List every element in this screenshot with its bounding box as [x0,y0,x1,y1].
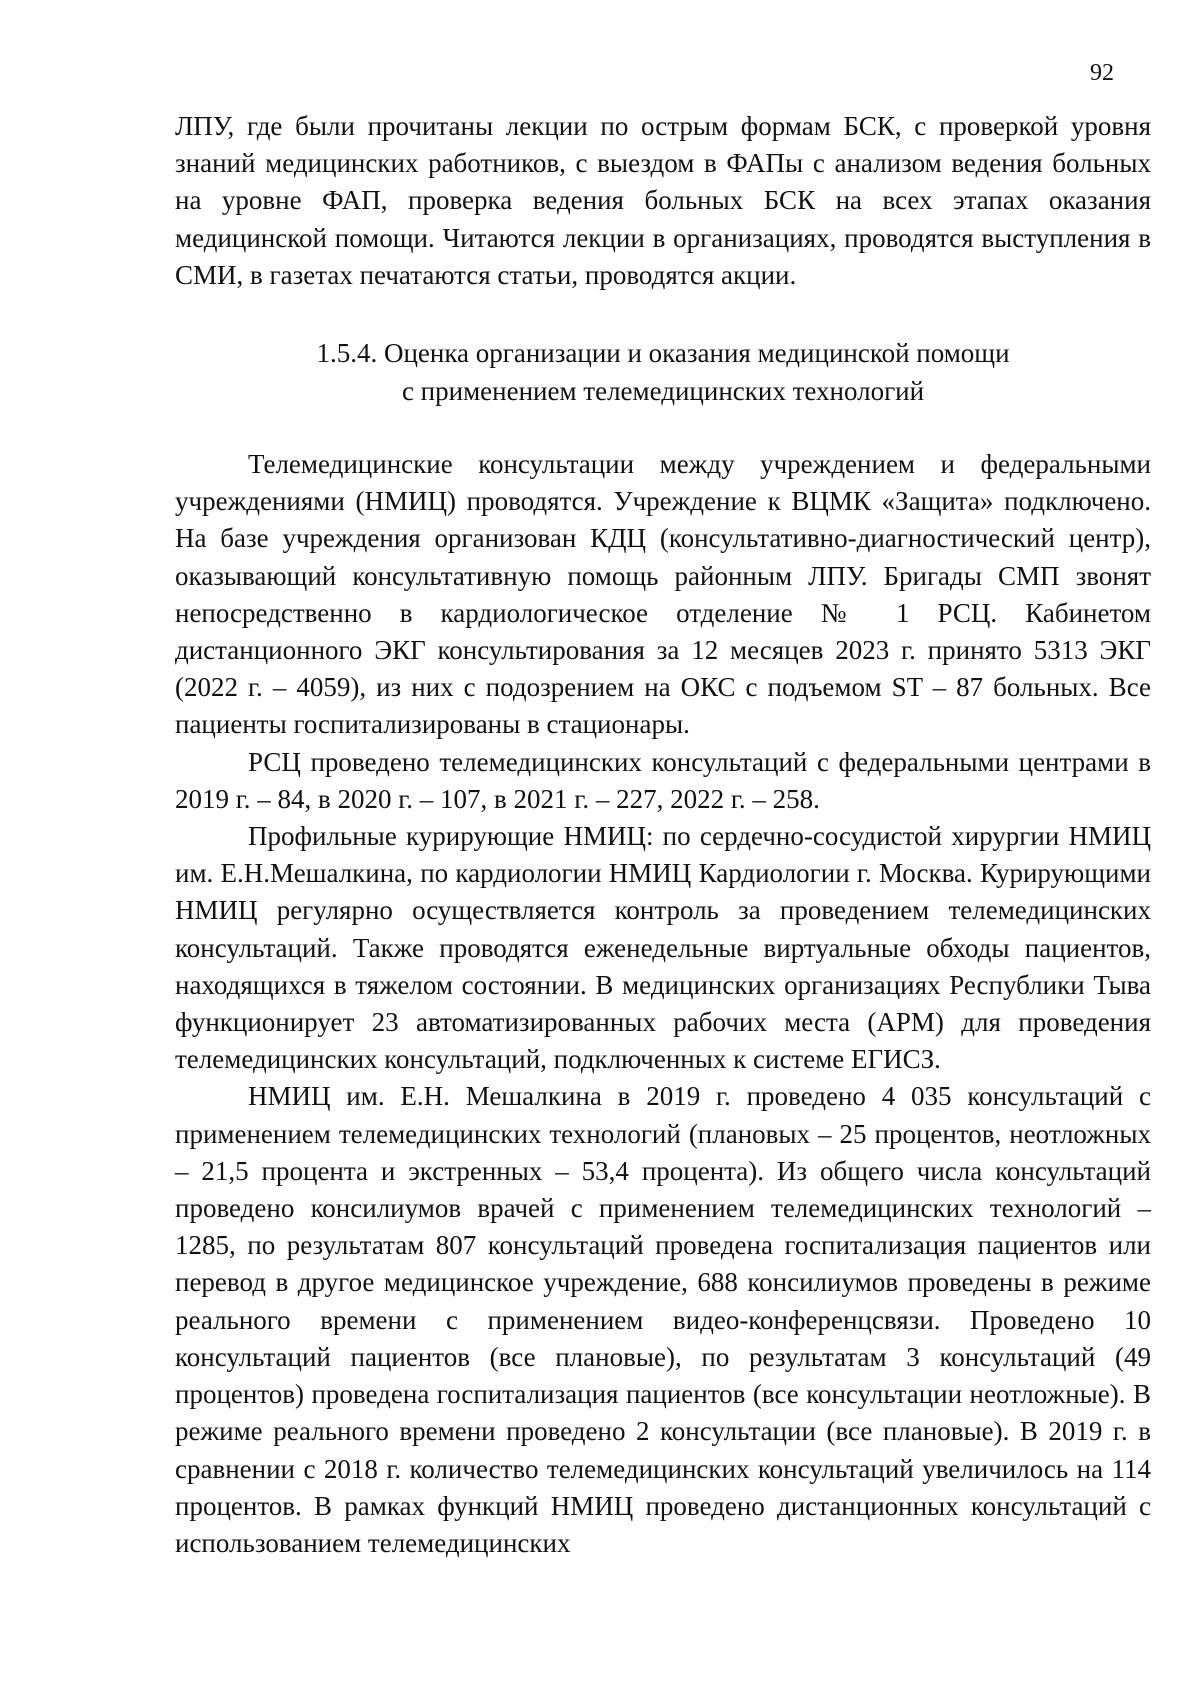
section-heading [175,334,1151,410]
page-number: 92 [1090,60,1114,86]
paragraph-rsc-consultations: РСЦ проведено телемедицинских консультаций с федеральными центрами в 2019 г. – 84, в 2020 г. – 107, в 2021 г. – 227, 2022 г. – 258. [175,746,1151,814]
paragraph-telemedicine-consultations: Телемедицинские консультации между учреждением и федеральными учреждениями (НМИЦ) проводятся. Учреждение к ВЦМК «Защита» подключено. На базе учреждения организован КДЦ (консультативно-диагностический центр), оказывающий консультативную помощь районным ЛПУ. Бригады СМП звонят непосредственно в кардиологическое отделение № 1 РСЦ. Кабинетом дистанционного ЭКГ консультирования за 12 месяцев 2023 г. принято 5313 ЭКГ (2022 г. – 4059), из них с подозрением на ОКС с подъемом ST – 87 больных. Все пациенты госпитализированы в стационары. [175,449,1151,740]
section-heading-line-2: с применением телемедицинских технологий [401,376,925,407]
paragraph-meshalkin-stats: НМИЦ им. Е.Н. Мешалкина в 2019 г. проведено 4 035 консультаций с применением телемедицинских технологий (плановых – 25 процентов, неотложных – 21,5 процента и экстренных – 53,4 процента). Из общего числа консультаций проведено консилиумов врачей с применением телемедицинских технологий – 1285, по результатам 807 консультаций проведена госпитализация пациентов или перевод в другое медицинское учреждение, 688 консилиумов проведены в режиме реального времени с применением видео-конференцсвязи. Проведено 10 консультаций пациентов (все плановые), по результатам 3 консультаций (49 процентов) проведена госпитализация пациентов (все консультации неотложные). В режиме реального времени проведено 2 консультации (все плановые). В 2019 г. в сравнении с 2018 г. количество телемедицинских консультаций увеличилось на 114 процентов. В рамках функций НМИЦ проведено дистанционных консультаций с использованием телемедицинских [175,1081,1151,1558]
section-heading-line-1: 1.5.4. Оценка организации и оказания медицинской помощи [316,338,1010,369]
intro-paragraph: ЛПУ, где были прочитаны лекции по острым формам БСК, с проверкой уровня знаний медицинских работников, с выездом в ФАПы с анализом ведения больных на уровне ФАП, проверка ведения больных БСК на всех этапах оказания медицинской помощи. Читаются лекции в организациях, проводятся выступления в СМИ, в газетах печатаются статьи, проводятся акции. [175,111,1151,290]
paragraph-supervising-nmic: Профильные курирующие НМИЦ: по сердечно-сосудистой хирургии НМИЦ им. Е.Н.Мешалкина, по кардиологии НМИЦ Кардиологии г. Москва. Курирующими НМИЦ регулярно осуществляется контроль за проведением телемедицинских консультаций. Также проводятся еженедельные виртуальные обходы пациентов, находящихся в тяжелом состоянии. В медицинских организациях Республики Тыва функционирует 23 автоматизированных рабочих места (АРМ) для проведения телемедицинских консультаций, подключенных к системе ЕГИСЗ. [175,821,1151,1075]
document-body [175,108,1151,1562]
